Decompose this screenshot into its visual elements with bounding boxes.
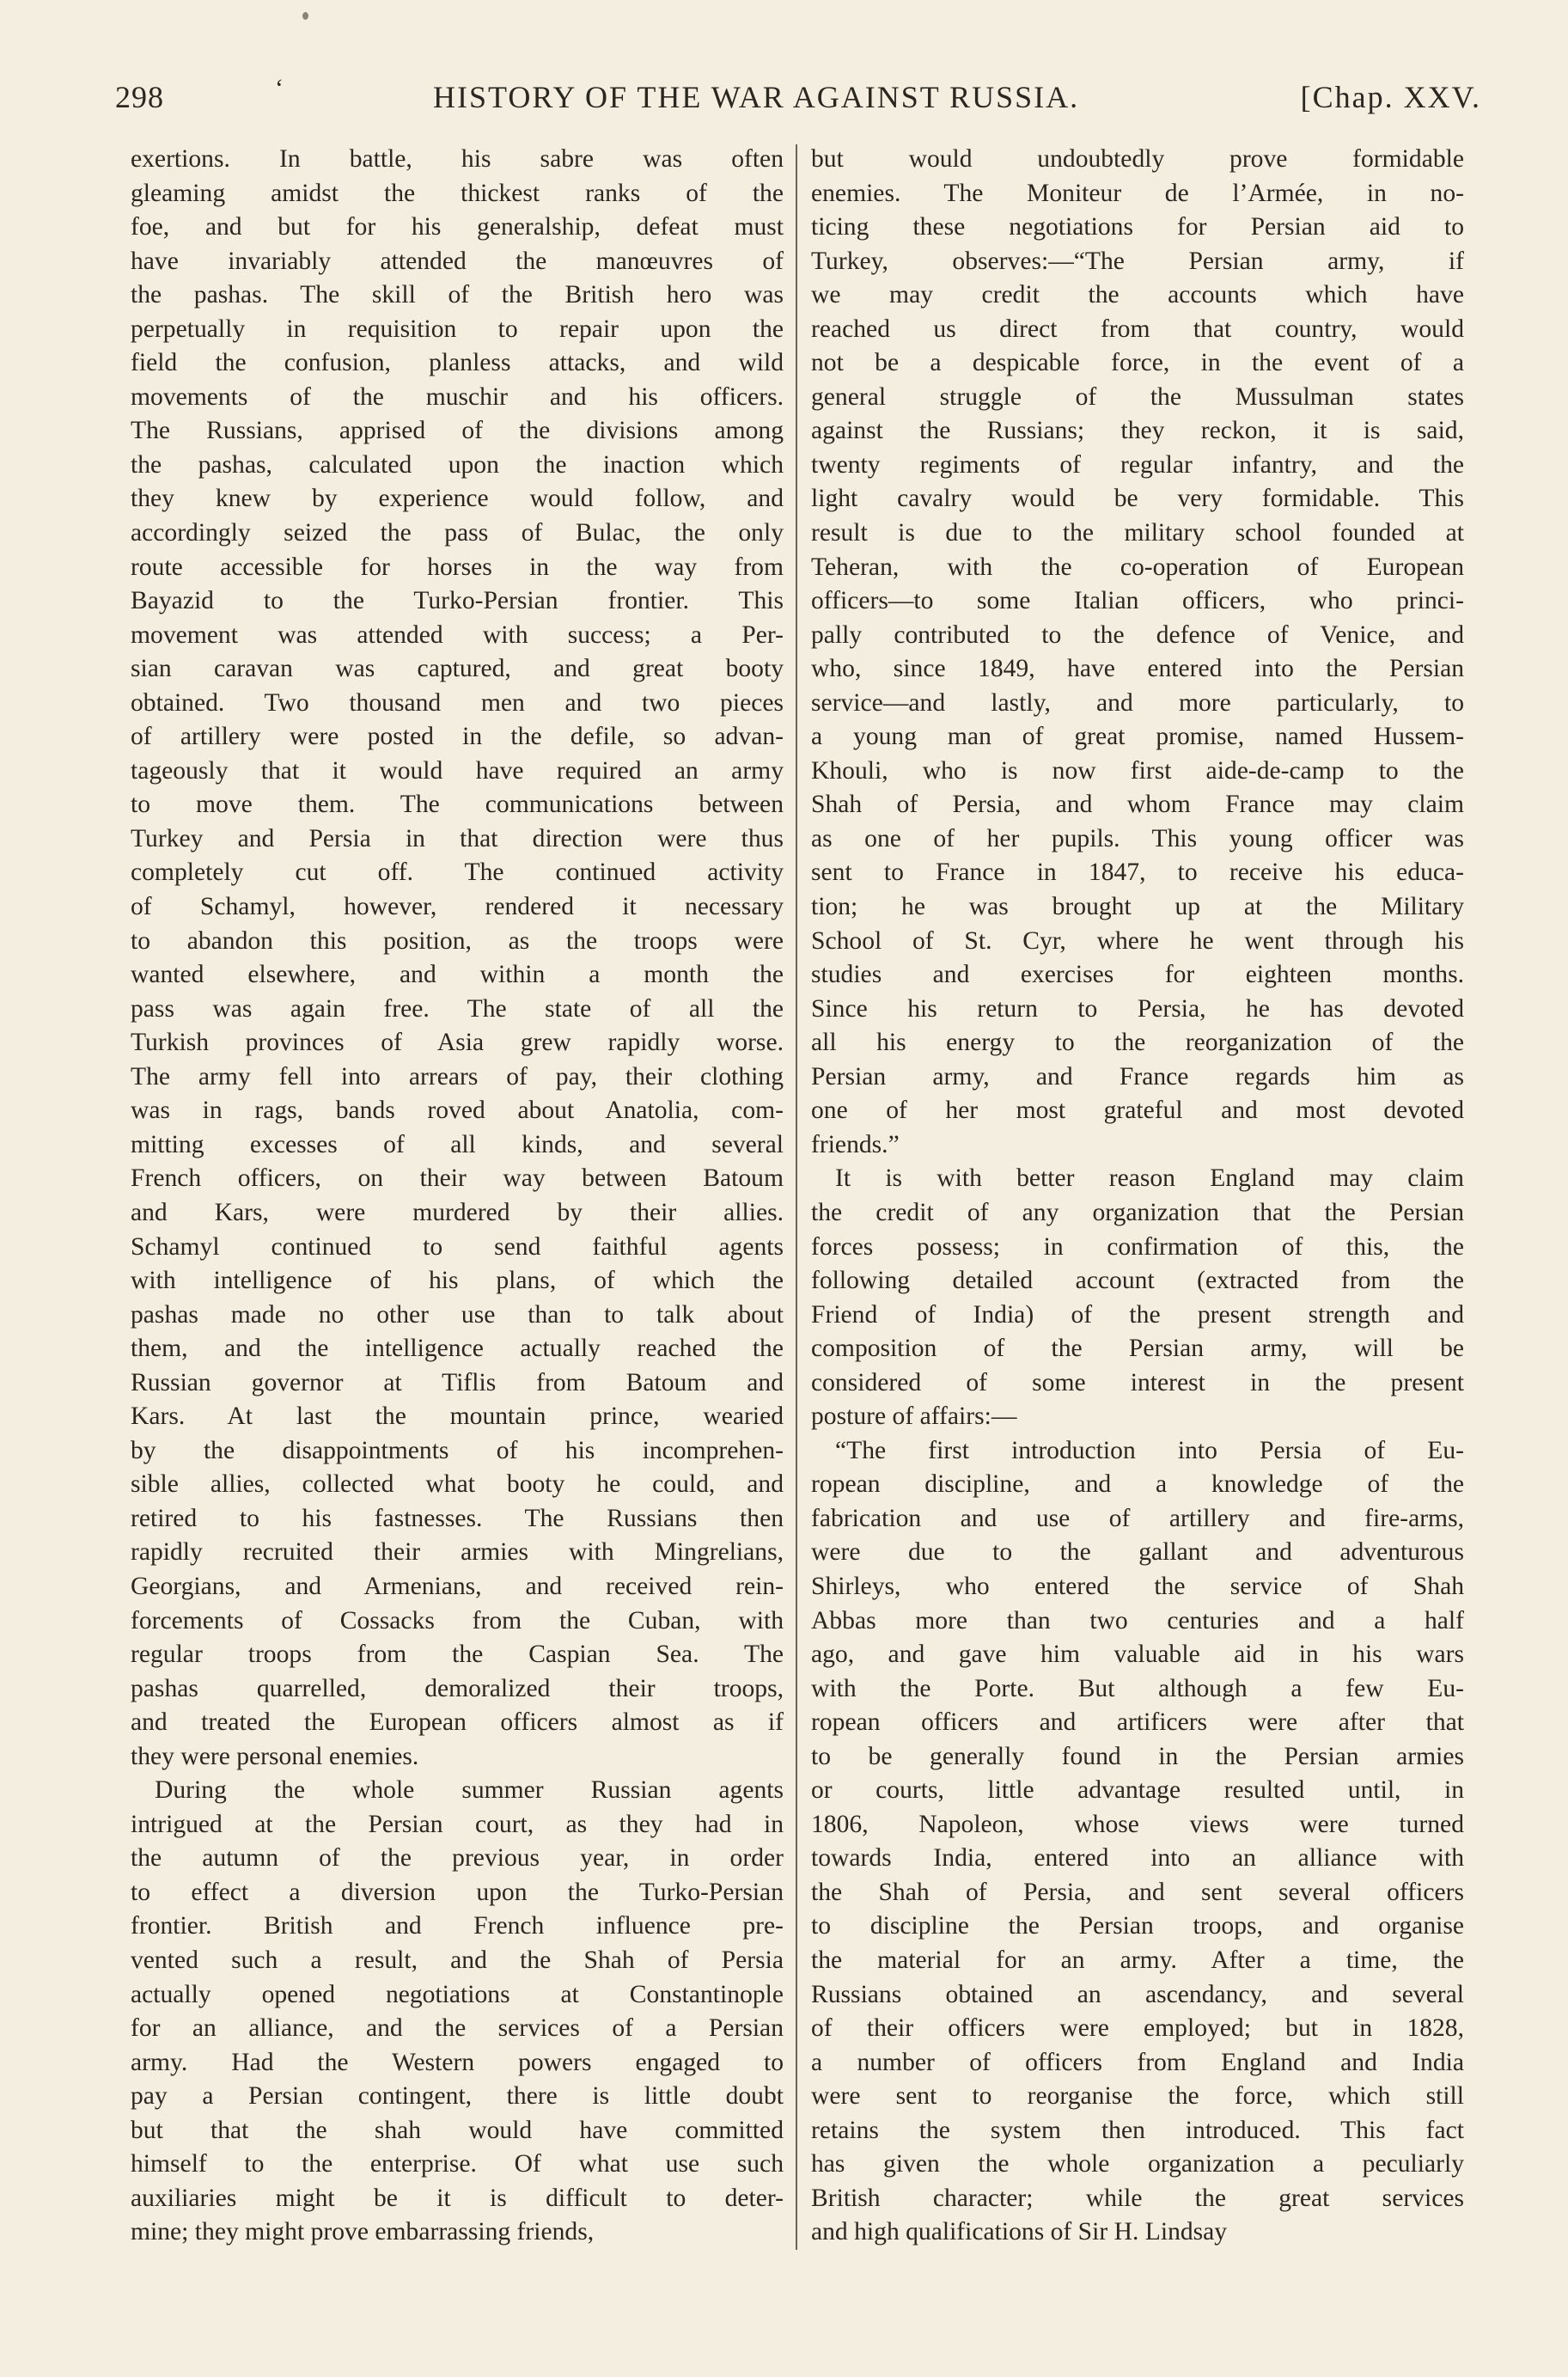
text-line: to discipline the Persian troops, and organise xyxy=(811,1912,1464,1940)
column-rule xyxy=(796,144,797,2250)
text-line: enemies. The Moniteur de l’Armée, in no- xyxy=(811,179,1464,207)
text-line: actually opened negotiations at Constantinople xyxy=(131,1980,784,2008)
text-line: Since his return to Persia, he has devoted xyxy=(811,994,1464,1023)
text-line: and Kars, were murdered by their allies. xyxy=(131,1198,784,1226)
text-line: of Schamyl, however, rendered it necessary xyxy=(131,893,784,921)
text-line: vented such a result, and the Shah of Persia xyxy=(131,1946,784,1974)
text-line: to abandon this position, as the troops were xyxy=(131,926,784,955)
text-line: forces possess; in confirmation of this, the xyxy=(811,1232,1464,1261)
text-line: accordingly seized the pass of Bulac, the only xyxy=(131,519,784,547)
text-line: service—and lastly, and more particularly, to xyxy=(811,688,1464,717)
text-line: mine; they might prove embarrassing friends, xyxy=(131,2218,595,2246)
text-line: perpetually in requisition to repair upon the xyxy=(131,315,784,343)
text-line: to effect a diversion upon the Turko-Persian xyxy=(131,1878,784,1906)
text-line: During the whole summer Russian agents xyxy=(155,1776,784,1805)
text-line: with the Porte. But although a few Eu- xyxy=(811,1674,1464,1702)
text-line: of artillery were posted in the defile, so advan- xyxy=(131,723,784,751)
text-line: Abbas more than two centuries and a half xyxy=(811,1606,1464,1635)
text-line: for an alliance, and the services of a Persian xyxy=(131,2014,784,2043)
running-title: HISTORY OF THE WAR AGAINST RUSSIA. xyxy=(433,80,1080,114)
text-line: were due to the gallant and adventurous xyxy=(811,1538,1464,1567)
text-line: sent to France in 1847, to receive his educa- xyxy=(811,859,1464,887)
text-line: the pashas, calculated upon the inaction which xyxy=(131,450,784,479)
text-line: of their officers were employed; but in 1828, xyxy=(811,2014,1464,2043)
text-line: a young man of great promise, named Hussem- xyxy=(811,723,1464,751)
text-line: army. Had the Western powers engaged to xyxy=(131,2048,784,2076)
text-line: the credit of any organization that the Persian xyxy=(811,1198,1464,1226)
text-line: posture of affairs:— xyxy=(811,1402,1017,1431)
text-line: ropean officers and artificers were after that xyxy=(811,1708,1464,1737)
text-line: to be generally found in the Persian armies xyxy=(811,1742,1464,1770)
right-column xyxy=(811,143,1464,2250)
text-line: has given the whole organization a peculiarly xyxy=(811,2150,1464,2178)
text-line: retired to his fastnesses. The Russians then xyxy=(131,1504,784,1532)
text-line: French officers, on their way between Batoum xyxy=(131,1164,784,1193)
text-line: Russian governor at Tiflis from Batoum and xyxy=(131,1368,784,1396)
text-line: pay a Persian contingent, there is little doubt xyxy=(131,2082,784,2111)
text-line: they were personal enemies. xyxy=(131,1742,419,1770)
text-line: auxiliaries might be it is difficult to deter- xyxy=(131,2184,784,2212)
text-line: movements of the muschir and his officers. xyxy=(131,382,784,411)
text-line: composition of the Persian army, will be xyxy=(811,1335,1464,1363)
text-line: general struggle of the Mussulman states xyxy=(811,382,1464,411)
text-line: but that the shah would have committed xyxy=(131,2116,784,2144)
text-line: who, since 1849, have entered into the Persian xyxy=(811,655,1464,683)
text-line: Persian army, and France regards him as xyxy=(811,1062,1464,1091)
text-line: gleaming amidst the thickest ranks of the xyxy=(131,179,784,207)
text-line: a number of officers from England and India xyxy=(811,2048,1464,2076)
text-line: pashas made no other use than to talk about xyxy=(131,1300,784,1329)
text-line: considered of some interest in the present xyxy=(811,1368,1464,1396)
text-line: ago, and gave him valuable aid in his wars xyxy=(811,1641,1464,1669)
text-line: ticing these negotiations for Persian aid to xyxy=(811,213,1464,241)
text-line: intrigued at the Persian court, as they had in xyxy=(131,1810,784,1838)
text-line: studies and exercises for eighteen months. xyxy=(811,961,1464,989)
page-number: 298 xyxy=(115,80,164,114)
text-line: or courts, little advantage resulted until, in xyxy=(811,1776,1464,1805)
text-line: forcements of Cossacks from the Cuban, with xyxy=(131,1606,784,1635)
text-line: Khouli, who is now first aide-de-camp to the xyxy=(811,756,1464,785)
text-line: pass was again free. The state of all the xyxy=(131,994,784,1023)
header-mark: ‘ xyxy=(275,74,284,102)
text-line: not be a despicable force, in the event of a xyxy=(811,349,1464,377)
ink-speck xyxy=(302,12,308,20)
chapter-label: [Chap. XXV. xyxy=(1300,80,1481,114)
text-line: twenty regiments of regular infantry, and the xyxy=(811,450,1464,479)
text-line: Shah of Persia, and whom France may claim xyxy=(811,791,1464,819)
text-line: field the confusion, planless attacks, and wild xyxy=(131,349,784,377)
text-line: reached us direct from that country, would xyxy=(811,315,1464,343)
text-line: were sent to reorganise the force, which still xyxy=(811,2082,1464,2111)
text-line: against the Russians; they reckon, it is said, xyxy=(811,417,1464,445)
text-line: ropean discipline, and a knowledge of the xyxy=(811,1470,1464,1499)
text-line: Schamyl continued to send faithful agents xyxy=(131,1232,784,1261)
text-line: following detailed account (extracted from the xyxy=(811,1267,1464,1295)
text-line: foe, and but for his generalship, defeat must xyxy=(131,213,784,241)
text-line: towards India, entered into an alliance with xyxy=(811,1844,1464,1873)
text-line: Shirleys, who entered the service of Shah xyxy=(811,1572,1464,1600)
text-line: mitting excesses of all kinds, and several xyxy=(131,1130,784,1158)
text-line: sible allies, collected what booty he could, and xyxy=(131,1470,784,1499)
running-header xyxy=(115,70,1481,119)
text-line: friends.” xyxy=(811,1130,900,1158)
text-line: 1806, Napoleon, whose views were turned xyxy=(811,1810,1464,1838)
text-line: the material for an army. After a time, the xyxy=(811,1946,1464,1974)
text-line: with intelligence of his plans, of which the xyxy=(131,1267,784,1295)
text-line: one of her most grateful and most devoted xyxy=(811,1097,1464,1125)
text-line: light cavalry would be very formidable. This xyxy=(811,485,1464,513)
text-line: retains the system then introduced. This fact xyxy=(811,2116,1464,2144)
text-line: them, and the intelligence actually reached the xyxy=(131,1335,784,1363)
text-line: we may credit the accounts which have xyxy=(811,281,1464,309)
text-line: pashas quarrelled, demoralized their troops, xyxy=(131,1674,784,1702)
text-line: Turkish provinces of Asia grew rapidly worse. xyxy=(131,1029,784,1057)
text-line: as one of her pupils. This young officer was xyxy=(811,824,1464,852)
text-line: British character; while the great services xyxy=(811,2184,1464,2212)
text-line: Georgians, and Armenians, and received rein- xyxy=(131,1572,784,1600)
text-line: “The first introduction into Persia of Eu- xyxy=(835,1436,1464,1464)
text-line: regular troops from the Caspian Sea. The xyxy=(131,1641,784,1669)
text-line: movement was attended with success; a Per- xyxy=(131,620,784,649)
text-line: Friend of India) of the present strength and xyxy=(811,1300,1464,1329)
text-line: Kars. At last the mountain prince, wearied xyxy=(131,1402,784,1431)
text-line: to move them. The communications between xyxy=(131,791,784,819)
text-line: sian caravan was captured, and great booty xyxy=(131,655,784,683)
text-line: completely cut off. The continued activity xyxy=(131,859,784,887)
text-line: the Shah of Persia, and sent several officers xyxy=(811,1878,1464,1906)
text-line: Bayazid to the Turko-Persian frontier. This xyxy=(131,587,784,615)
text-line: fabrication and use of artillery and fire-arms, xyxy=(811,1504,1464,1532)
text-line: the pashas. The skill of the British hero was xyxy=(131,281,784,309)
text-line: route accessible for horses in the way from xyxy=(131,553,784,581)
text-line: exertions. In battle, his sabre was often xyxy=(131,145,784,173)
text-line: have invariably attended the manœuvres of xyxy=(131,247,784,275)
text-line: tageously that it would have required an army xyxy=(131,756,784,785)
text-line: they knew by experience would follow, and xyxy=(131,485,784,513)
text-line: It is with better reason England may claim xyxy=(835,1164,1464,1193)
text-line: tion; he was brought up at the Military xyxy=(811,893,1464,921)
left-column xyxy=(131,143,784,2250)
text-line: was in rags, bands roved about Anatolia, com- xyxy=(131,1097,784,1125)
text-line: Turkey and Persia in that direction were thus xyxy=(131,824,784,852)
text-line: and high qualifications of Sir H. Lindsay xyxy=(811,2218,1228,2246)
text-line: pally contributed to the defence of Venice, and xyxy=(811,620,1464,649)
text-line: The army fell into arrears of pay, their clothing xyxy=(131,1062,784,1091)
text-line: obtained. Two thousand men and two pieces xyxy=(131,688,784,717)
text-line: by the disappointments of his incomprehen- xyxy=(131,1436,784,1464)
text-line: School of St. Cyr, where he went through his xyxy=(811,926,1464,955)
text-line: officers—to some Italian officers, who princi- xyxy=(811,587,1464,615)
text-line: Teheran, with the co-operation of European xyxy=(811,553,1464,581)
text-line: the autumn of the previous year, in order xyxy=(131,1844,784,1873)
text-line: frontier. British and French influence pre- xyxy=(131,1912,784,1940)
text-line: wanted elsewhere, and within a month the xyxy=(131,961,784,989)
text-line: Russians obtained an ascendancy, and several xyxy=(811,1980,1464,2008)
text-line: rapidly recruited their armies with Mingrelians, xyxy=(131,1538,784,1567)
text-line: result is due to the military school founded at xyxy=(811,519,1464,547)
text-line: all his energy to the reorganization of the xyxy=(811,1029,1464,1057)
text-line: but would undoubtedly prove formidable xyxy=(811,145,1464,173)
text-line: and treated the European officers almost as if xyxy=(131,1708,784,1737)
text-line: The Russians, apprised of the divisions among xyxy=(131,417,784,445)
text-line: Turkey, observes:—“The Persian army, if xyxy=(811,247,1464,275)
text-line: himself to the enterprise. Of what use such xyxy=(131,2150,784,2178)
